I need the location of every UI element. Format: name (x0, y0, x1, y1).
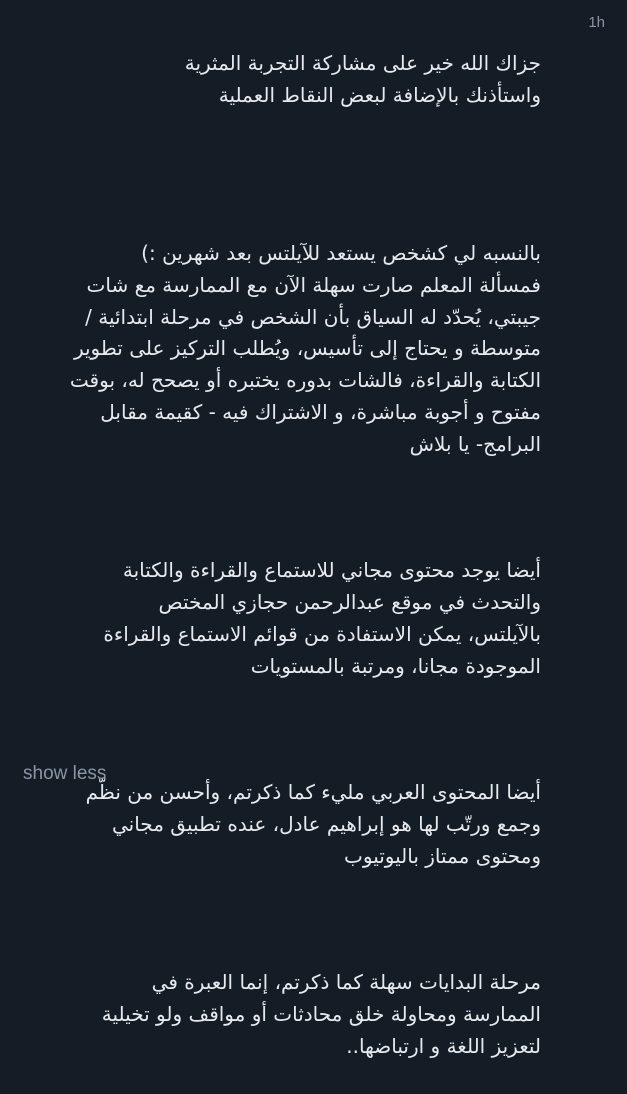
paragraph-intro: جزاك الله خير على مشاركة التجربة المثرية واستأذنك بالإضافة لبعض النقاط العملية (184, 50, 541, 107)
post-timestamp: 1h (588, 14, 605, 31)
paragraph-free-content: أيضا يوجد محتوى مجاني للاستماع والقراءة والكتابة والتحدث في موقع عبدالرحمن حجازي المختص بالآيلتس، يمكن الاستفادة من قوائم الاستماع والقراءة الموجودة مجانا، ومرتبة بالمستويات (103, 558, 541, 678)
show-less-link[interactable]: show less (23, 763, 107, 784)
paragraph-beginnings: مرحلة البدايات سهلة كما ذكرتم، إنما العبرة في الممارسة ومحاولة خلق محادثات أو مواقف ولو تخيلية لتعزيز اللغة و ارتباضها.. (101, 969, 541, 1058)
paragraph-chatgpt-practice: بالنسبه لي كشخص يستعد للآيلتس بعد شهرين :) فمسألة المعلم صارت سهلة الآن مع الممارسة مع شات جيبتي، يُحدّد له السياق بأن الشخص في مرحلة ابتدائية / متوسطة و يحتاج إلى تأسيس، ويُطلب التركيز على تطوير الكتابة والقراءة، فالشات بدوره يختبره أو يصحح له، بوقت مفتوح و أجوبة مباشرة، و الاشتراك فيه - كقيمة مقابل البرامج- يا بلاش (69, 240, 541, 456)
post-body (18, 16, 541, 1094)
paragraph-arabic-content: أيضا المحتوى العربي مليء كما ذكرتم، وأحسن من نظّم وجمع ورتّب لها هو إبراهيم عادل، عنده تطبيق مجاني ومحتوى ممتاز باليوتيوب (85, 779, 541, 868)
